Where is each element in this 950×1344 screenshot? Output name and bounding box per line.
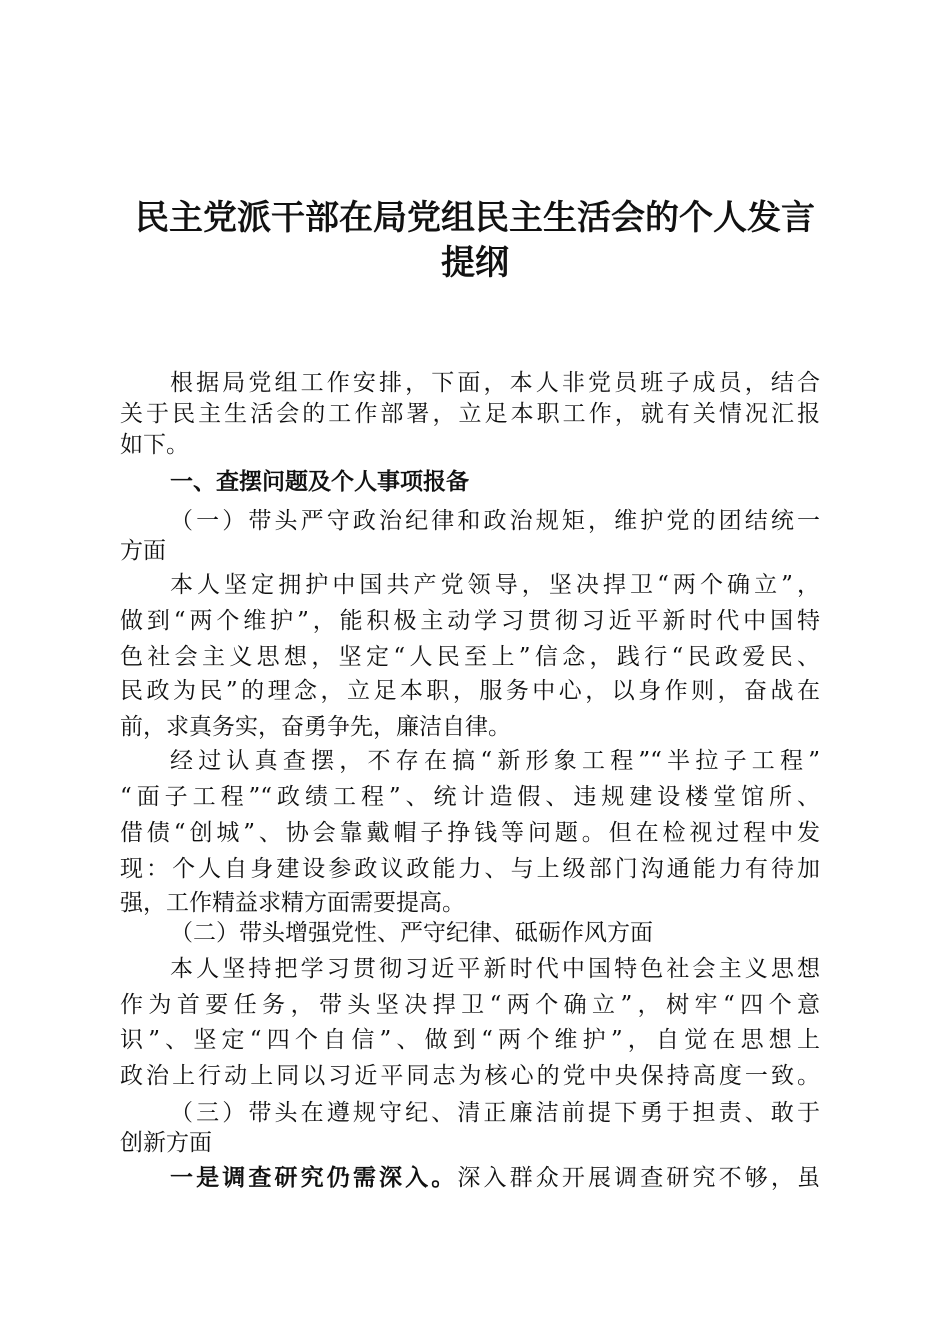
subsection-heading: 创新方面: [120, 1130, 212, 1156]
subsection-heading: 方面: [120, 538, 166, 564]
paragraph-line: 现：个人自身建设参政议政能力、与上级部门沟通能力有待加: [120, 856, 820, 882]
paragraph-line: 强，工作精益求精方面需要提高。: [120, 890, 465, 916]
subsection-heading: （二）带头增强党性、严守纪律、砥砺作风方面: [170, 920, 653, 946]
paragraph-line: 民政为民”的理念，立足本职，服务中心，以身作则，奋战在: [120, 678, 820, 704]
section-heading: 一、查摆问题及个人事项报备: [170, 469, 469, 495]
paragraph-line: 如下。: [120, 432, 189, 458]
paragraph-line: 做到“两个维护”，能积极主动学习贯彻习近平新时代中国特: [120, 608, 820, 634]
subsection-heading: （一）带头严守政治纪律和政治规矩，维护党的团结统一: [170, 508, 820, 534]
paragraph-line: 借债“创城”、协会靠戴帽子挣钱等问题。但在检视过程中发: [120, 820, 820, 846]
document-title-line-2: 提纲: [441, 243, 509, 283]
paragraph-line: 关于民主生活会的工作部署，立足本职工作，就有关情况汇报: [120, 401, 820, 427]
paragraph-text: 深入群众开展调查研究不够，虽: [457, 1165, 820, 1191]
paragraph-line: 根据局党组工作安排，下面，本人非党员班子成员，结合: [170, 370, 820, 396]
paragraph-line: 识”、坚定“四个自信”、做到“两个维护”，自觉在思想上: [120, 1027, 820, 1053]
document-title-line-1: 民主党派干部在局党组民主生活会的个人发言: [135, 198, 815, 238]
paragraph-line: [170, 1162, 820, 1194]
bold-lead-text: 一是调查研究仍需深入。: [170, 1165, 458, 1191]
subsection-heading: （三）带头在遵规守纪、清正廉洁前提下勇于担责、敢于: [170, 1100, 820, 1126]
paragraph-line: 色社会主义思想，坚定“人民至上”信念，践行“民政爱民、: [120, 644, 820, 670]
paragraph-line: 政治上行动上同以习近平同志为核心的党中央保持高度一致。: [120, 1063, 820, 1089]
paragraph-line: “面子工程”“政绩工程”、统计造假、违规建设楼堂馆所、: [120, 784, 820, 810]
paragraph-line: 经过认真查摆，不存在搞“新形象工程”“半拉子工程”: [170, 748, 820, 774]
paragraph-line: 前，求真务实，奋勇争先，廉洁自律。: [120, 714, 511, 740]
paragraph-line: 作为首要任务，带头坚决捍卫“两个确立”，树牢“四个意: [120, 992, 820, 1018]
paragraph-line: 本人坚定拥护中国共产党领导，坚决捍卫“两个确立”，: [170, 572, 820, 598]
paragraph-line: 本人坚持把学习贯彻习近平新时代中国特色社会主义思想: [170, 956, 820, 982]
